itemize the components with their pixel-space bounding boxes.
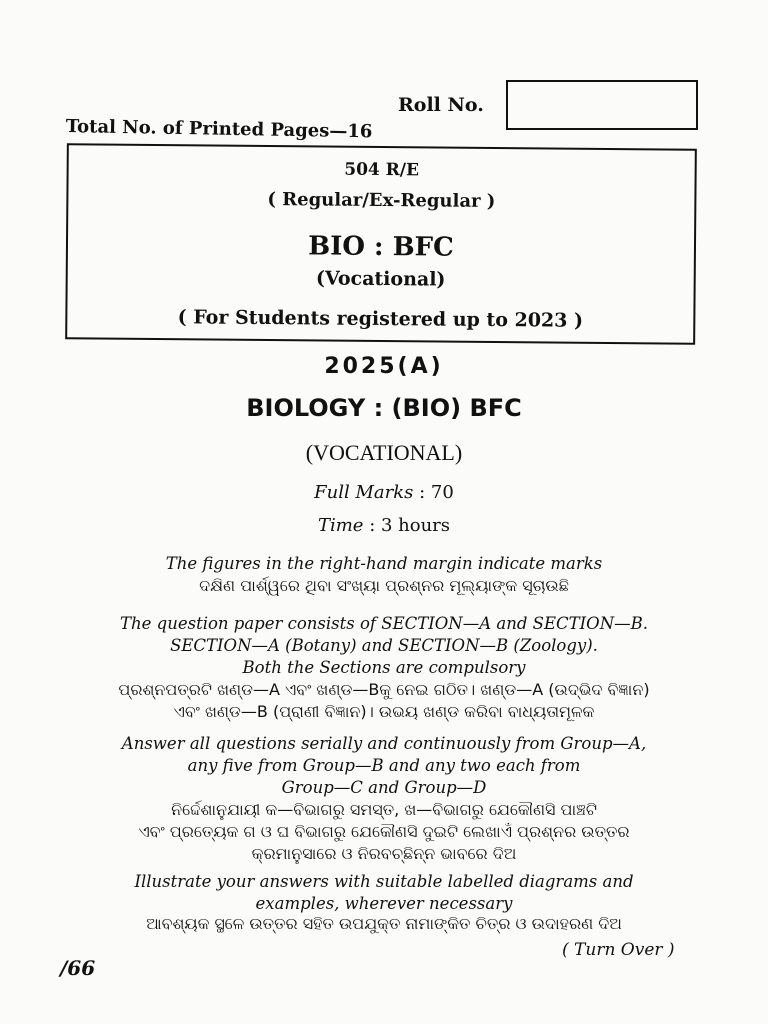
- exam-header-box: [65, 143, 697, 344]
- instruction-sections-or-1: ପ୍ରଶ୍ନପତ୍ରଟି ଖଣ୍ଡ—A ଏବଂ ଖଣ୍ଡ—Bକୁ ନେଇ ଗଠିତ। ଖଣ୍ଡ—A (ଉଦ୍ଭିଦ ବିଜ୍ଞାନ): [118, 680, 650, 699]
- turn-over-label: ( Turn Over ): [562, 940, 675, 960]
- roll-no-box[interactable]: [506, 80, 698, 130]
- roll-no-label: Roll No.: [398, 94, 484, 116]
- full-marks: [0, 482, 768, 503]
- exam-year: 2025(A): [324, 354, 444, 379]
- total-pages: Total No. of Printed Pages—16: [65, 116, 373, 143]
- instruction-answer-en-1: Answer all questions serially and continuously from Group—A,: [121, 734, 647, 753]
- footer-code: /66: [60, 956, 96, 980]
- full-marks-label: Full Marks: [314, 482, 414, 503]
- instruction-answer-en-3: Group—C and Group—D: [281, 778, 487, 797]
- instruction-sections-en-1: The question paper consists of SECTION—A and SECTION—B.: [120, 614, 648, 633]
- vocational-label: (Vocational): [315, 267, 446, 291]
- subject-code: BIO : BFC: [308, 231, 454, 263]
- time-allowed: [0, 515, 768, 536]
- instruction-marks-en: The figures in the right-hand margin indicate marks: [165, 554, 603, 573]
- regular-label: ( Regular/Ex-Regular ): [267, 189, 496, 212]
- instruction-sections-en-2: SECTION—A (Botany) and SECTION—B (Zoology).: [170, 636, 598, 655]
- instruction-illustrate-en-2: examples, wherever necessary: [255, 894, 513, 913]
- instruction-illustrate-or: ଆବଶ୍ୟକ ସ୍ଥଳେ ଉତ୍ତର ସହିତ ଉପଯୁକ୍ତ ନାମାଙ୍କିତ ଚିତ୍ର ଓ ଉଦାହରଣ ଦିଅ: [146, 914, 622, 933]
- instruction-sections-or-2: ଏବଂ ଖଣ୍ଡ—B (ପ୍ରାଣୀ ବିଜ୍ଞାନ)। ଉଭୟ ଖଣ୍ଡ କରିବା ବାଧ୍ୟତାମୂଳକ: [173, 702, 595, 721]
- students-note: ( For Students registered up to 2023 ): [177, 306, 584, 332]
- instruction-answer-en-2: any five from Group—B and any two each from: [187, 756, 581, 775]
- instruction-illustrate-en-1: Illustrate your answers with suitable labelled diagrams and: [134, 872, 634, 891]
- paper-code: 504 R/E: [344, 159, 420, 181]
- instruction-sections-en-3: Both the Sections are compulsory: [242, 658, 526, 677]
- time-value: : 3 hours: [369, 515, 451, 536]
- time-label: Time: [317, 515, 364, 536]
- paper-vocational: (VOCATIONAL): [305, 440, 463, 465]
- paper-title: BIOLOGY : (BIO) BFC: [246, 394, 522, 422]
- full-marks-value: : 70: [419, 482, 454, 503]
- instruction-answer-or-3: କ୍ରମାନୁସାରେ ଓ ନିରବଚ୍ଛିନ୍ନ ଭାବରେ ଦିଅ: [251, 844, 517, 863]
- instruction-marks-or: ଦକ୍ଷିଣ ପାର୍ଶ୍ୱରେ ଥିବା ସଂଖ୍ୟା ପ୍ରଶ୍ନର ମୂଲ୍ୟାଙ୍କ ସୂଚାଉଛି: [199, 576, 569, 595]
- instruction-answer-or-1: ନିର୍ଦ୍ଦେଶାନୁଯାୟୀ କ—ବିଭାଗରୁ ସମସ୍ତ, ଖ—ବିଭାଗରୁ ଯେକୌଣସି ପାଞ୍ଚଟି: [171, 800, 597, 819]
- instruction-answer-or-2: ଏବଂ ପ୍ରତ୍ୟେକ ଗ ଓ ଘ ବିଭାଗରୁ ଯେକୌଣସି ଦୁଇଟି ଲେଖାଏଁ ପ୍ରଶ୍ନର ଉତ୍ତର: [138, 822, 630, 841]
